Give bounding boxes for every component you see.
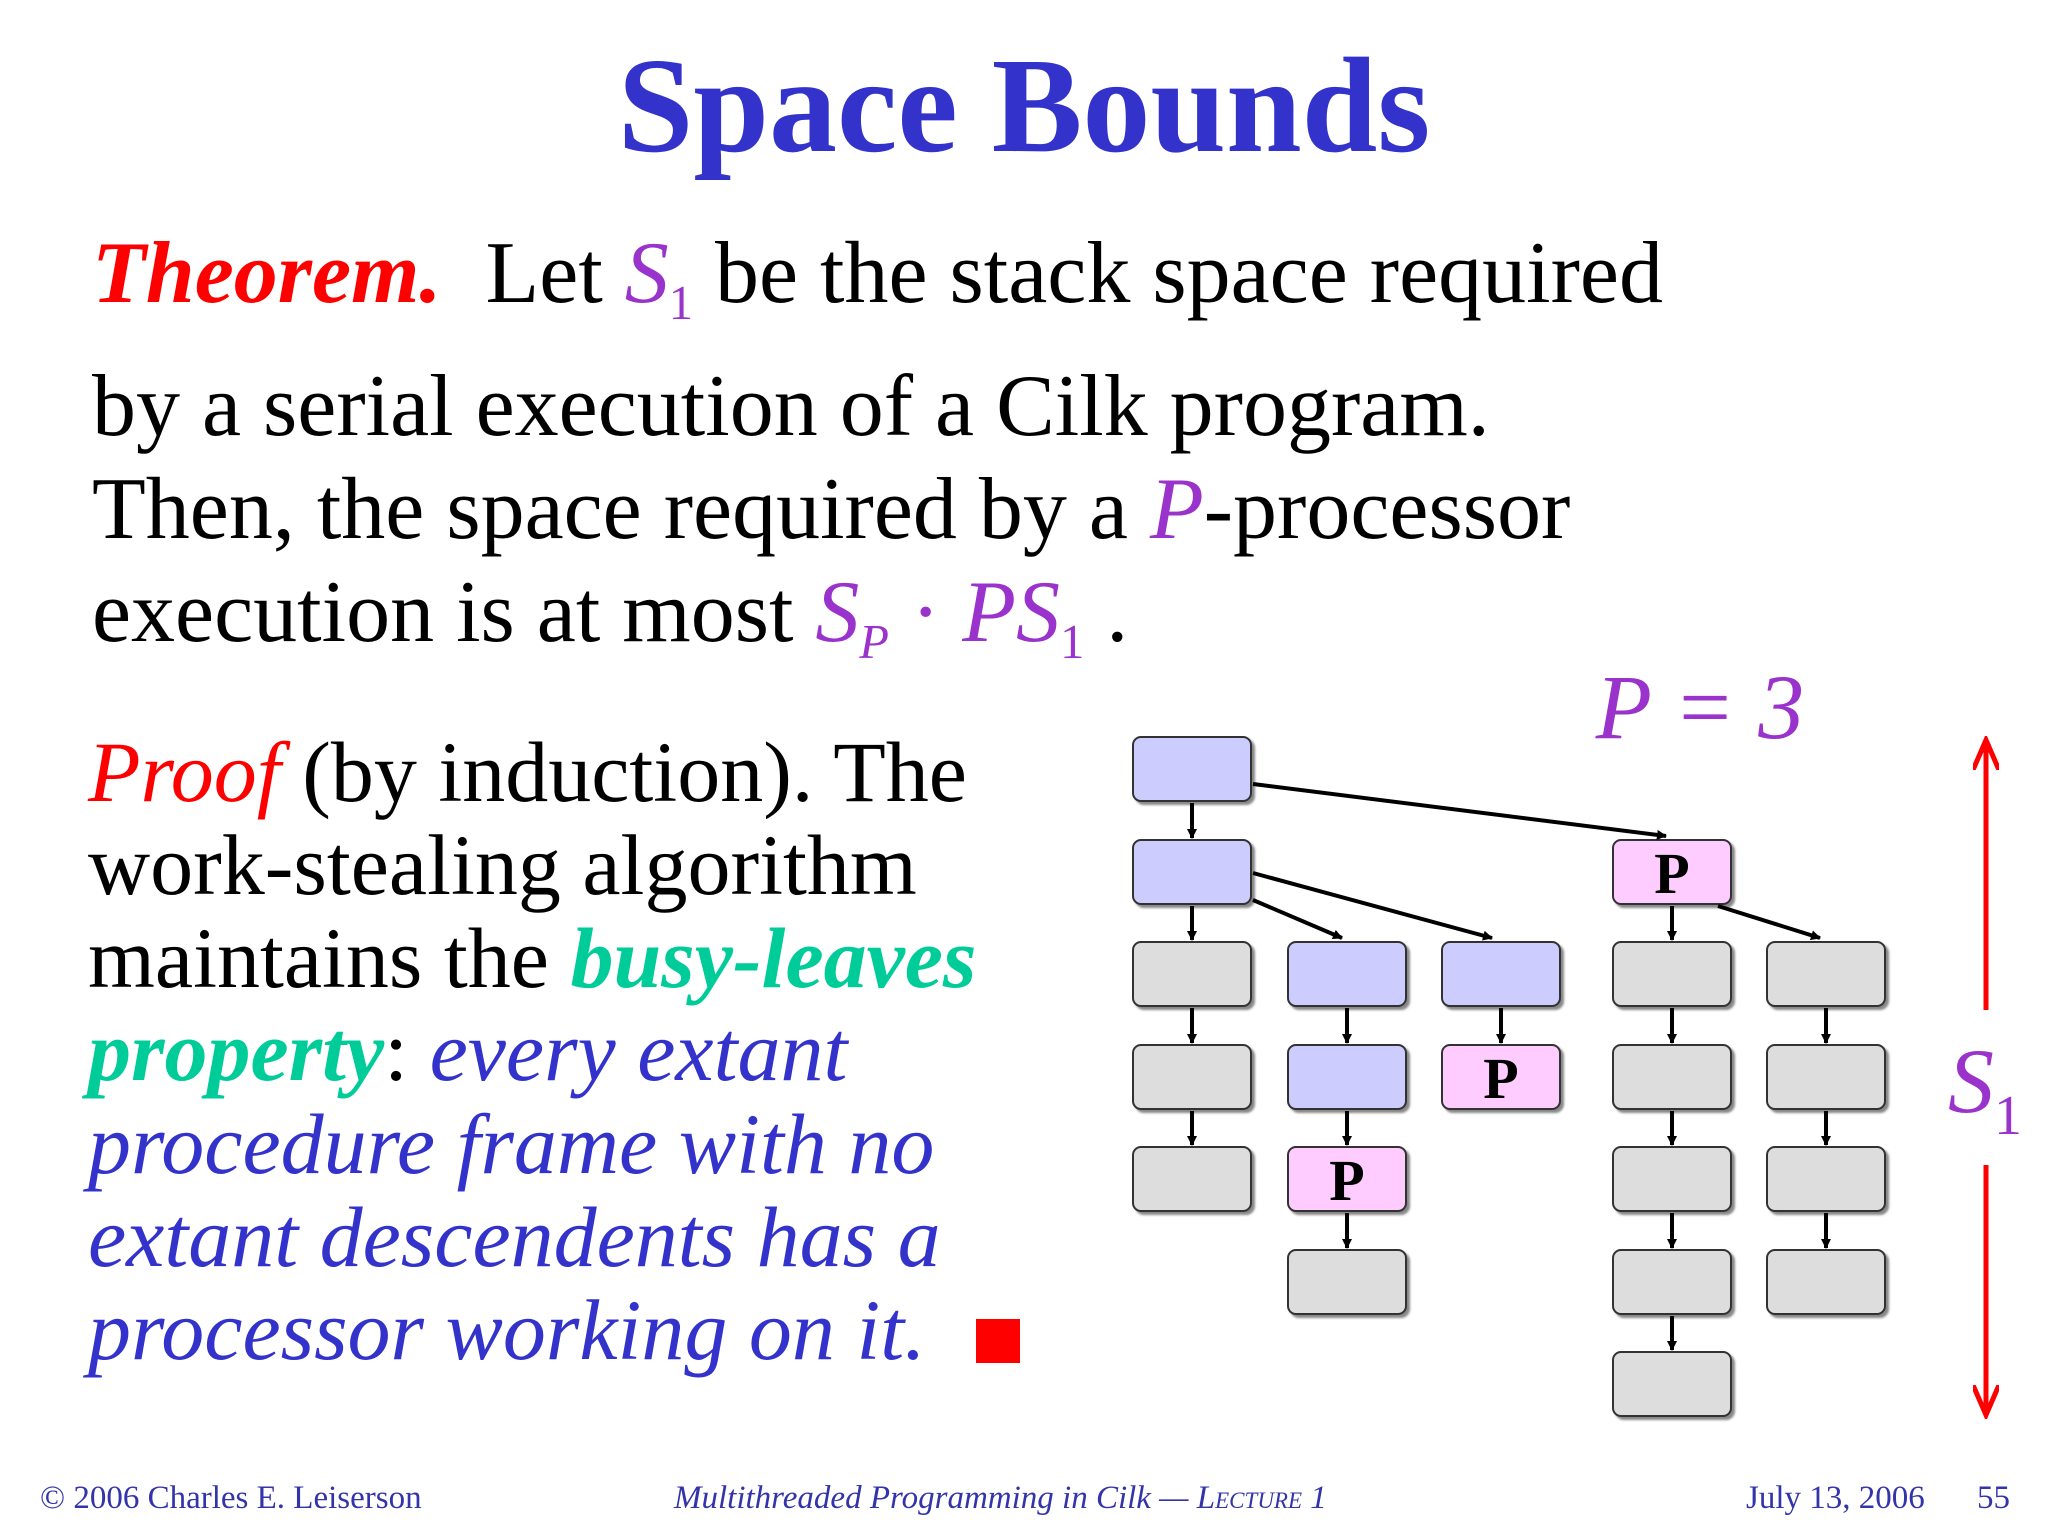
proof-line-6: extant descendents has a	[88, 1189, 941, 1285]
stack-frame	[1767, 942, 1885, 1006]
processor-label: P	[1483, 1046, 1519, 1111]
stack-frame	[1133, 737, 1251, 801]
busy-leaves-term: busy-leaves	[570, 910, 977, 1006]
stack-frame	[1288, 1045, 1406, 1109]
theorem-line-2: by a serial execution of a Cilk program.	[92, 357, 1490, 455]
proof-line-5: procedure frame with no	[88, 1096, 935, 1192]
processor-label: P	[1329, 1148, 1365, 1213]
page-number: 55	[1977, 1480, 2010, 1516]
edge-arrow	[1253, 900, 1342, 938]
edge-arrow	[1718, 906, 1820, 938]
slide-title: Space Bounds	[617, 31, 1431, 181]
footer-course: Multithreaded Programming in Cilk — Lecture 1	[674, 1480, 1327, 1516]
proof-line-2: work-stealing algorithm	[88, 817, 917, 913]
p-symbol: P	[1149, 460, 1204, 558]
edge-arrow	[1253, 873, 1492, 938]
stack-frame	[1613, 1045, 1731, 1109]
theorem-text: be the stack space required	[692, 225, 1663, 322]
theorem-line-3: Then, the space required by a P-processor	[92, 460, 1571, 558]
stack-frame	[1767, 1250, 1885, 1314]
stack-frame	[1288, 1250, 1406, 1314]
sp-symbol: $S_P$	[815, 563, 889, 669]
stack-frame	[1133, 1147, 1251, 1211]
ps1-symbol: $PS_1$	[962, 563, 1085, 669]
cdot-symbol: ·	[888, 563, 963, 661]
theorem-label: Theorem.	[92, 225, 442, 322]
stack-frame	[1767, 1045, 1885, 1109]
stack-frame	[1288, 942, 1406, 1006]
footer-copyright: © 2006 Charles E. Leiserson	[40, 1480, 422, 1516]
stack-frame	[1767, 1147, 1885, 1211]
theorem-text: Let	[485, 225, 625, 322]
p-equals-label: P = 3	[1595, 656, 1805, 758]
s1-label: $S_1$	[1948, 1030, 2022, 1147]
proof-label: Proof	[88, 724, 281, 820]
stack-frame	[1613, 1147, 1731, 1211]
stack-frame	[1613, 1250, 1731, 1314]
property-term: property	[88, 1003, 385, 1099]
stack-frame	[1442, 942, 1560, 1006]
proof-line-1: Proof (by induction). The	[88, 724, 967, 820]
edge-arrow	[1253, 784, 1666, 836]
stack-frame	[1133, 942, 1251, 1006]
s1-symbol: $S_1$	[624, 225, 693, 330]
footer-date: July 13, 2006	[1746, 1480, 1925, 1516]
stack-frame	[1613, 1352, 1731, 1416]
stack-frame	[1133, 840, 1251, 904]
proof-line-4: property: every extant	[88, 1003, 848, 1099]
stack-frame	[1133, 1045, 1251, 1109]
proof-line-7: processor working on it.	[88, 1284, 1020, 1377]
processor-label: P	[1654, 841, 1690, 906]
theorem-line-4: execution is at most $S_P \cdot PS_1$ .	[92, 563, 1129, 669]
stack-frame	[1613, 942, 1731, 1006]
proof-line-3: maintains the busy-leaves	[88, 910, 977, 1006]
